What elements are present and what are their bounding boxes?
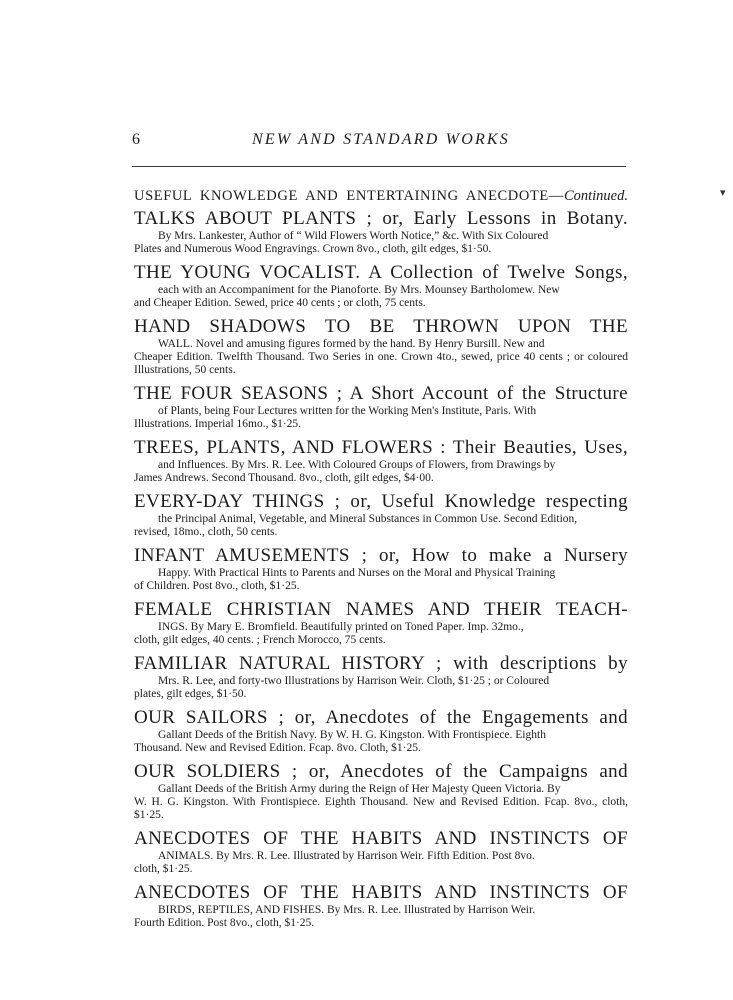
book-entry — [134, 707, 628, 755]
description-continuation: James Andrews. Second Thousand. 8vo., cloth, gilt edges, $4·00. — [134, 472, 434, 484]
book-description — [134, 783, 628, 822]
description-continuation: cloth, gilt edges, 40 cents. ; French Morocco, 75 cents. — [134, 634, 386, 646]
book-entry — [134, 828, 628, 876]
description-first-line: WALL. Novel and amusing figures formed by the hand. By Henry Bursill. New and — [158, 338, 545, 350]
description-first-line: the Principal Animal, Vegetable, and Mineral Substances in Common Use. Second Edition, — [158, 513, 578, 525]
running-title: NEW AND STANDARD WORKS — [251, 131, 511, 148]
description-first-line: Happy. With Practical Hints to Parents and Nurses on the Moral and Physical Training — [158, 567, 556, 579]
description-continuation: plates, gilt edges, $1·50. — [134, 688, 247, 700]
description-first-line: and Influences. By Mrs. R. Lee. With Coloured Groups of Flowers, from Drawings by — [158, 459, 556, 471]
book-entry — [134, 761, 628, 822]
book-title: TALKS ABOUT PLANTS ; or, Early Lessons in Botany. — [134, 208, 628, 229]
book-title: HAND SHADOWS TO BE THROWN UPON THE — [134, 316, 628, 337]
section-heading-text: USEFUL KNOWLEDGE AND ENTERTAINING ANECDOTE— — [134, 188, 564, 204]
book-description — [134, 284, 628, 310]
book-entry — [134, 437, 628, 485]
description-continuation: W. H. G. Kingston. With Frontispiece. Eighth Thousand. New and Revised Edition. Fcap. 8vo., cloth, $1·25. — [134, 796, 628, 821]
book-title: EVERY-DAY THINGS ; or, Useful Knowledge respecting — [134, 491, 628, 512]
entries-list — [134, 208, 628, 930]
book-title: INFANT AMUSEMENTS ; or, How to make a Nursery — [134, 545, 628, 566]
book-description — [134, 675, 628, 701]
book-title: FEMALE CHRISTIAN NAMES AND THEIR TEACH- — [134, 599, 628, 620]
book-description — [134, 459, 628, 485]
book-entry — [134, 262, 628, 310]
book-title: THE FOUR SEASONS ; A Short Account of the Structure — [134, 383, 628, 404]
description-continuation: Fourth Edition. Post 8vo., cloth, $1·25. — [134, 917, 315, 929]
book-title: ANECDOTES OF THE HABITS AND INSTINCTS OF — [134, 882, 628, 903]
book-entry — [134, 383, 628, 431]
description-first-line: of Plants, being Four Lectures written for the Working Men's Institute, Paris. With — [158, 405, 537, 417]
description-first-line: ANIMALS. By Mrs. R. Lee. Illustrated by Harrison Weir. Fifth Edition. Post 8vo. — [158, 850, 535, 862]
book-entry — [134, 882, 628, 930]
margin-mark-icon: ▾ — [720, 187, 726, 199]
book-description — [134, 621, 628, 647]
description-continuation: Thousand. New and Revised Edition. Fcap. 8vo. Cloth, $1·25. — [134, 742, 421, 754]
book-description — [134, 513, 628, 539]
book-entry — [134, 545, 628, 593]
description-first-line: Mrs. R. Lee, and forty-two Illustrations by Harrison Weir. Cloth, $1·25 ; or Coloured — [158, 675, 550, 687]
book-title: TREES, PLANTS, AND FLOWERS : Their Beauties, Uses, — [134, 437, 628, 458]
book-description — [134, 729, 628, 755]
book-title: FAMILIAR NATURAL HISTORY ; with descriptions by — [134, 653, 628, 674]
description-first-line: Gallant Deeds of the British Army during the Reign of Her Majesty Queen Victoria. By — [158, 783, 561, 795]
description-continuation: revised, 18mo., cloth, 50 cents. — [134, 526, 278, 538]
description-first-line: each with an Accompaniment for the Pianoforte. By Mrs. Mounsey Bartholomew. New — [158, 284, 560, 296]
book-entry — [134, 208, 628, 256]
description-first-line: Gallant Deeds of the British Navy. By W. H. G. Kingston. With Frontispiece. Eighth — [158, 729, 546, 741]
book-description — [134, 850, 628, 876]
page-header — [132, 131, 630, 153]
book-entry — [134, 491, 628, 539]
catalogue-listing — [134, 186, 628, 936]
book-description — [134, 338, 628, 377]
book-entry — [134, 653, 628, 701]
description-continuation: of Children. Post 8vo., cloth, $1·25. — [134, 580, 300, 592]
book-description — [134, 904, 628, 930]
book-title: OUR SOLDIERS ; or, Anecdotes of the Campaigns and — [134, 761, 628, 782]
description-continuation: Cheaper Edition. Twelfth Thousand. Two Series in one. Crown 4to., sewed, price 40 cents ; or coloured Illustrations, 50 cents. — [134, 351, 628, 376]
book-title: THE YOUNG VOCALIST. A Collection of Twelve Songs, — [134, 262, 628, 283]
description-continuation: cloth, $1·25. — [134, 863, 193, 875]
page-number: 6 — [132, 131, 141, 148]
book-description — [134, 230, 628, 256]
book-description — [134, 405, 628, 431]
book-description — [134, 567, 628, 593]
section-heading — [134, 186, 628, 206]
description-first-line: By Mrs. Lankester, Author of “ Wild Flowers Worth Notice,” &c. With Six Coloured — [158, 230, 549, 242]
book-entry — [134, 599, 628, 647]
section-continued: Continued. — [563, 188, 628, 204]
book-title: OUR SAILORS ; or, Anecdotes of the Engagements and — [134, 707, 628, 728]
description-continuation: Plates and Numerous Wood Engravings. Crown 8vo., cloth, gilt edges, $1·50. — [134, 243, 492, 255]
description-first-line: INGS. By Mary E. Bromfield. Beautifully printed on Toned Paper. Imp. 32mo., — [158, 621, 524, 633]
description-continuation: Illustrations. Imperial 16mo., $1·25. — [134, 418, 302, 430]
book-entry — [134, 316, 628, 377]
header-rule — [132, 166, 626, 167]
description-first-line: BIRDS, REPTILES, AND FISHES. By Mrs. R. Lee. Illustrated by Harrison Weir. — [158, 904, 536, 916]
description-continuation: and Cheaper Edition. Sewed, price 40 cents ; or cloth, 75 cents. — [134, 297, 426, 309]
book-title: ANECDOTES OF THE HABITS AND INSTINCTS OF — [134, 828, 628, 849]
